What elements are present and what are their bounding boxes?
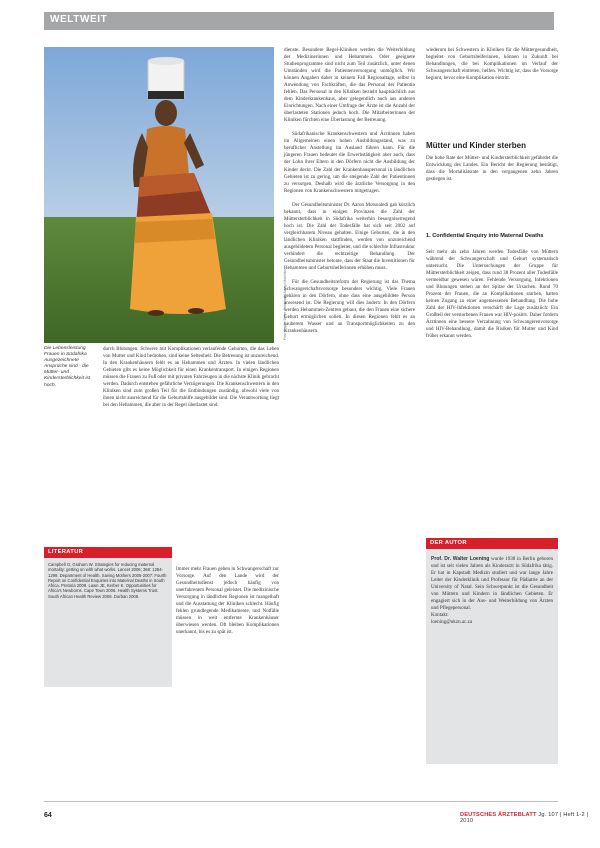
literature-box — [44, 547, 172, 687]
publication-name: DEUTSCHES ÄRZTEBLATT — [460, 812, 537, 818]
paragraph: Seit mehr als zehn Jahren werden Todesfälle von Müttern während der Schwangerschaft und Geburt systematisch untersucht. Die Untersuchungen der Gruppe für Müttersterblichkeit zeigen, dass rund 38 Prozent aller Todesfälle vermeidbar gewesen wären. Fehlende Versorgung, Infektionen und Blutungen stehen an der Spitze der Ursachen. Rund 70 Prozent der Frauen, die an Komplikationen starben, hatten keinen Zugang zu einer angemessenen Behandlung. Die hohe Zahl der HIV-Infektionen verschärft die Lage zusätzlich: Ein Großteil der verstorbenen Frauen war HIV-positiv. Daher fordern Ärztinnen eine bessere Verzahnung von Schwangerenvorsorge und HIV-Behandlung, damit die Risiken für Mutter und Kind früher erkannt werden. — [426, 249, 558, 340]
mutter-paragraph — [426, 155, 558, 183]
photo-woman-carrying-bucket — [44, 47, 274, 343]
author-name: Prof. Dr. Walter Loening — [431, 556, 490, 562]
enquiry-paragraph — [426, 249, 558, 340]
article-column-3 — [426, 47, 558, 82]
paragraph: Der Gesundheitsminister Dr. Aaron Motsoaledi gab kürzlich bekannt, dass in einigen Provinzen die Zahl der Müttersterblichkeit in Südafrika weiterhin besorgniserregend hoch ist. Die Zahl der Todesfälle hat sich seit 2002 auf vergleichbarem Niveau gehalten. Einige Geburten, die in den ländlichen Kliniken stattfinden, werden von unzureichend ausgebildetem Personal begleitet, und die schlechte Infrastruktur verhindert die rechtzeitige Behandlung. Der Gesundheitsminister betonte, dass der Staat die Investitionen für Hebammen und Geburtshelferinnen erhöhen muss. — [284, 201, 415, 271]
section-heading-enquiry: 1. Confidential Enquiry into Maternal Deaths — [426, 233, 544, 239]
author-bio — [426, 549, 558, 633]
footer-divider — [44, 801, 558, 802]
author-title: DER AUTOR — [426, 538, 558, 549]
section-label: WELTWEIT — [50, 14, 108, 25]
footer-publication — [460, 812, 600, 824]
literature-title: LITERATUR — [44, 547, 172, 558]
author-email[interactable]: loening@ukzn.ac.za — [431, 619, 473, 626]
paragraph: Südafrikanische Krankenschwestern und Ärztinnen haben im Allgemeinen einen hohen Ausbildungsstand, was zu beruflicher Anstellung im Ausland führen kann. Für die jüngeren Frauen bedeutet die Erwerbstätigkeit aber auch, dass der Lohn ihrer Eltern in den Dörfern nicht die Ausbildung der Kinder deckt. Die Zahl der Krankenhauspersonal in ländlichen Gebieten ist zu gering, um die steigende Zahl der Patientinnen zu versorgen. Deshalb wird die ärztliche Versorgung in den Regionen von Krankenschwestern mitgetragen. — [284, 131, 415, 194]
section-heading-mutter: Mütter und Kinder sterben — [426, 141, 527, 150]
page-number: 64 — [44, 812, 52, 819]
section-bar — [44, 12, 554, 30]
article-column-1-continued — [176, 566, 279, 636]
paragraph: Die hohe Rate der Mütter- und Kindersterblichkeit gefährdet die Entwicklung des Landes. Ein Bericht der Regierung bestätigt, dass die Mortalitätsrate in den vergangenen zehn Jahren gestiegen ist. — [426, 155, 558, 183]
paragraph: Immer mehr Frauen gehen in Schwangerschaft zur Vorsorge. Auf den Lande wird der Gesundheitsdienst jedoch häufig von unerfahrenem Personal geleistet. Die medizinische Versorgung in ländlichen Regionen ist mangelhaft und die Ausstattung der Kliniken schlecht. Häufig fehlen grundlegende Medikamente, und Notfälle müssen in weit entfernte Krankenhäuser überwiesen werden. Oft bleiben Komplikationen unerkannt, bis es zu spät ist. — [176, 566, 279, 636]
article-photo — [44, 47, 274, 343]
issue-info: Jg. 107 | Heft 1-2 | 2010 — [460, 812, 589, 824]
author-description: wurde 1938 in Berlin geboren und ist seit vielen Jahren als Kinderarzt in Südafrika tätig. Er hat in Kapstadt Medizin studiert und war lange Jahre Leiter der Kinderklinik und Professor für Pädiatrie an der University of Natal. Sein Schwerpunkt ist die Gesundheit von Müttern und Kindern in ländlichen Gebieten. Er engagiert sich in der Aus- und Weiterbildung von Ärzten und Pflegepersonal. — [431, 556, 553, 612]
paragraph: dienste. Besondere Regel-Kliniken werden die Weiterbildung der Medizinerinnen und Hebammen. Oder geeignete Studienprogramme sind nicht zum Teil zusätzlich, unter denen Umständen wird die Patientenversorgung unmöglich. Wir können Angaben daher in keinem Fall Regionaltage, selbst in Anwendung von Fachkräften, die das Personal der Patientin fehlen. Das Personal in den Kliniken bezieht hauptsächlich aus dem Kinderkrankenhaus, aber gelegentlich auch aus anderen Einrichtungen. Nach einer Umfrage der Ärzte ist die Anzahl der überlasteten Stationen jedoch hoch. Die Mitarbeiterinnen der Kliniken fürchten eine Überlastung der Betreuung. — [284, 47, 415, 124]
author-contact-label: Kontakt: — [431, 612, 449, 619]
literature-text: Campbell O, Graham W. Strategies for reducing maternal mortality: getting on with what works. Lancet 2006; 368: 1284-1299. Department of Health. Saving Mothers 2005-2007: Fourth Report on Confidential Enquiries into Maternal Deaths in South Africa. Pretoria 2009. Lawn JE, Kerber K. Opportunities for Africa's Newborns. Cape Town 2006. Health Systems Trust. South African Health Review 2008. Durban 2008. — [48, 562, 167, 599]
paragraph: wiederum bei Schwestern in Kliniken für die Müttergesundheit, begleitet von Geburtshelferinnen, können in Zukunft bei Behandlungen, die bei Komplikationen im Verlauf der Schwangerschaft eintreten, helfen. Wichtig ist, dass die Vorsorge beginnt, bevor eine Komplikation eintritt. — [426, 47, 558, 82]
author-box — [426, 538, 558, 764]
paragraph: Für die Gesundheitsreform der Regierung ist das Thema Schwangerschaftsvorsorge besonders wichtig. Viele Frauen gebären in den Dörfern, ohne dass eine ausgebildete Person anwesend ist. Die Regierung will dies ändern: In den Dörfern werden Hebammen-Zentren gebaut, die den Frauen eine sichere Geburt ermöglichen sollen. In diesen Regionen fehlt es an sauberem Wasser und an Transportmöglichkeiten zu den Krankenhäusern. — [284, 278, 415, 335]
photo-caption: Die Lebensleistung Frauen in Südafrika Ausgezeichnete Ansprüche sind - die Mütter- und Kindersterblichkeit ist hoch. — [44, 346, 91, 388]
photo-credit: Foto: Brigitte Dahm Gottschalk/ Alamy/ Mauritius — [283, 269, 287, 340]
paragraph: durch Blutungen. Schwere mit Komplikationen verlaufende Geburten, die das Leben von Mutter und Kind bedrohen, sind keine Seltenheit. Die Betreuung ist unzureichend. In den Krankenhäusern fehlt es an Hebammen und Ärzten. In vielen ländlichen Gebieten gibt es keine Möglichkeit für einen Krankentransport. In einigen Regionen müssen die Frauen zu Fuß oder mit privaten Fahrzeugen in die nächste Klinik gebracht werden. Dadurch entstehen gefährliche Verzögerungen. Die Krankenschwestern in den Kliniken sind zum großen Teil für die Entbindungen zuständig, obwohl viele von ihnen nicht ausreichend für die Geburtshilfe ausgebildet sind. Die Verantwortung liegt bei den Hebammen, die aber in der Regel überlastet sind. — [103, 346, 279, 409]
article-column-2 — [284, 47, 415, 335]
article-column-1 — [103, 346, 279, 409]
